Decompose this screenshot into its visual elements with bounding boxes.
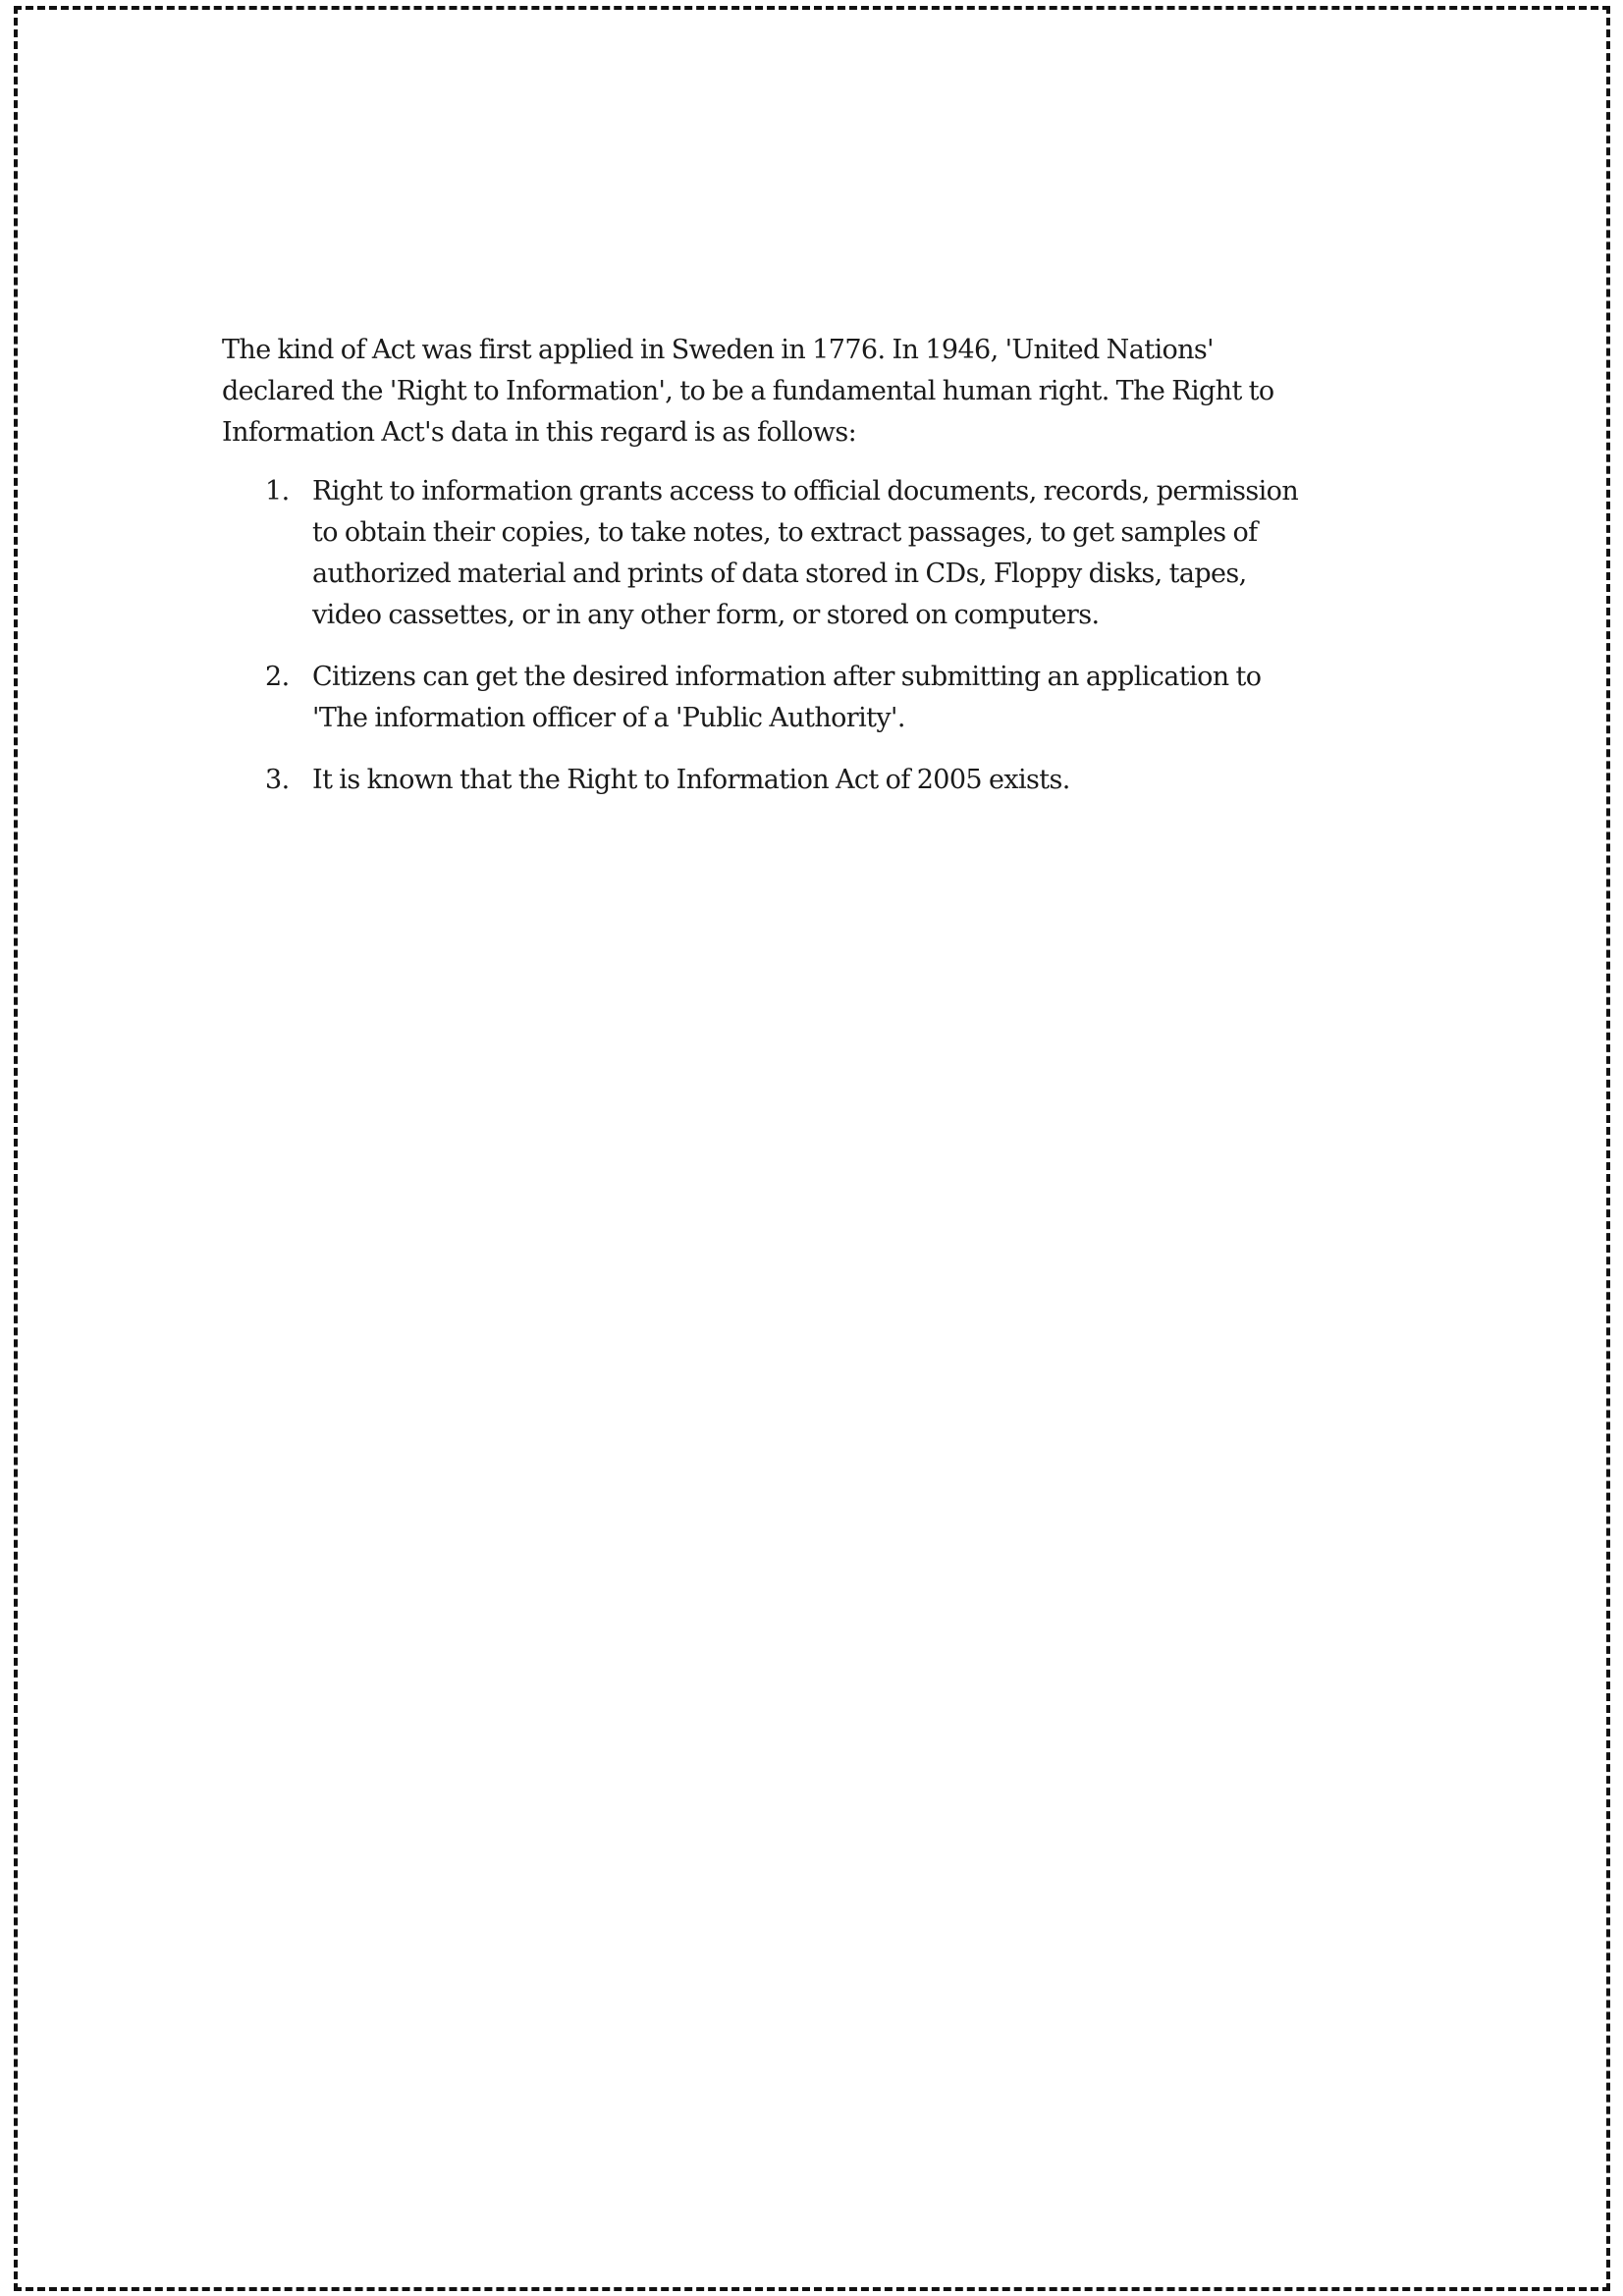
list-item-line: It is known that the Right to Information Act of 2005 exists.	[312, 765, 1070, 795]
list-item-line: authorized material and prints of data stored in CDs, Floppy disks, tapes,	[312, 559, 1247, 589]
intro-line: declared the 'Right to Information', to be a fundamental human right. The Right to	[222, 376, 1274, 406]
list-item-line: video cassettes, or in any other form, or stored on computers.	[312, 600, 1100, 630]
list-item-line: Right to information grants access to official documents, records, permission	[312, 476, 1299, 507]
numbered-list	[222, 471, 1400, 801]
list-number: 2.	[265, 662, 290, 692]
list-item	[222, 657, 1400, 739]
list-item-line: to obtain their copies, to take notes, to extract passages, to get samples of	[312, 517, 1258, 548]
list-item	[222, 471, 1400, 636]
list-number: 3.	[265, 765, 290, 795]
intro-line: Information Act's data in this regard is as follows:	[222, 417, 857, 448]
intro-line: The kind of Act was first applied in Sweden in 1776. In 1946, 'United Nations'	[222, 335, 1214, 365]
list-item	[222, 760, 1400, 801]
intro-paragraph	[222, 330, 1400, 454]
list-number: 1.	[265, 476, 290, 507]
document-body	[222, 330, 1400, 822]
list-item-line: 'The information officer of a 'Public Authority'.	[312, 703, 905, 733]
list-item-line: Citizens can get the desired information after submitting an application to	[312, 662, 1262, 692]
